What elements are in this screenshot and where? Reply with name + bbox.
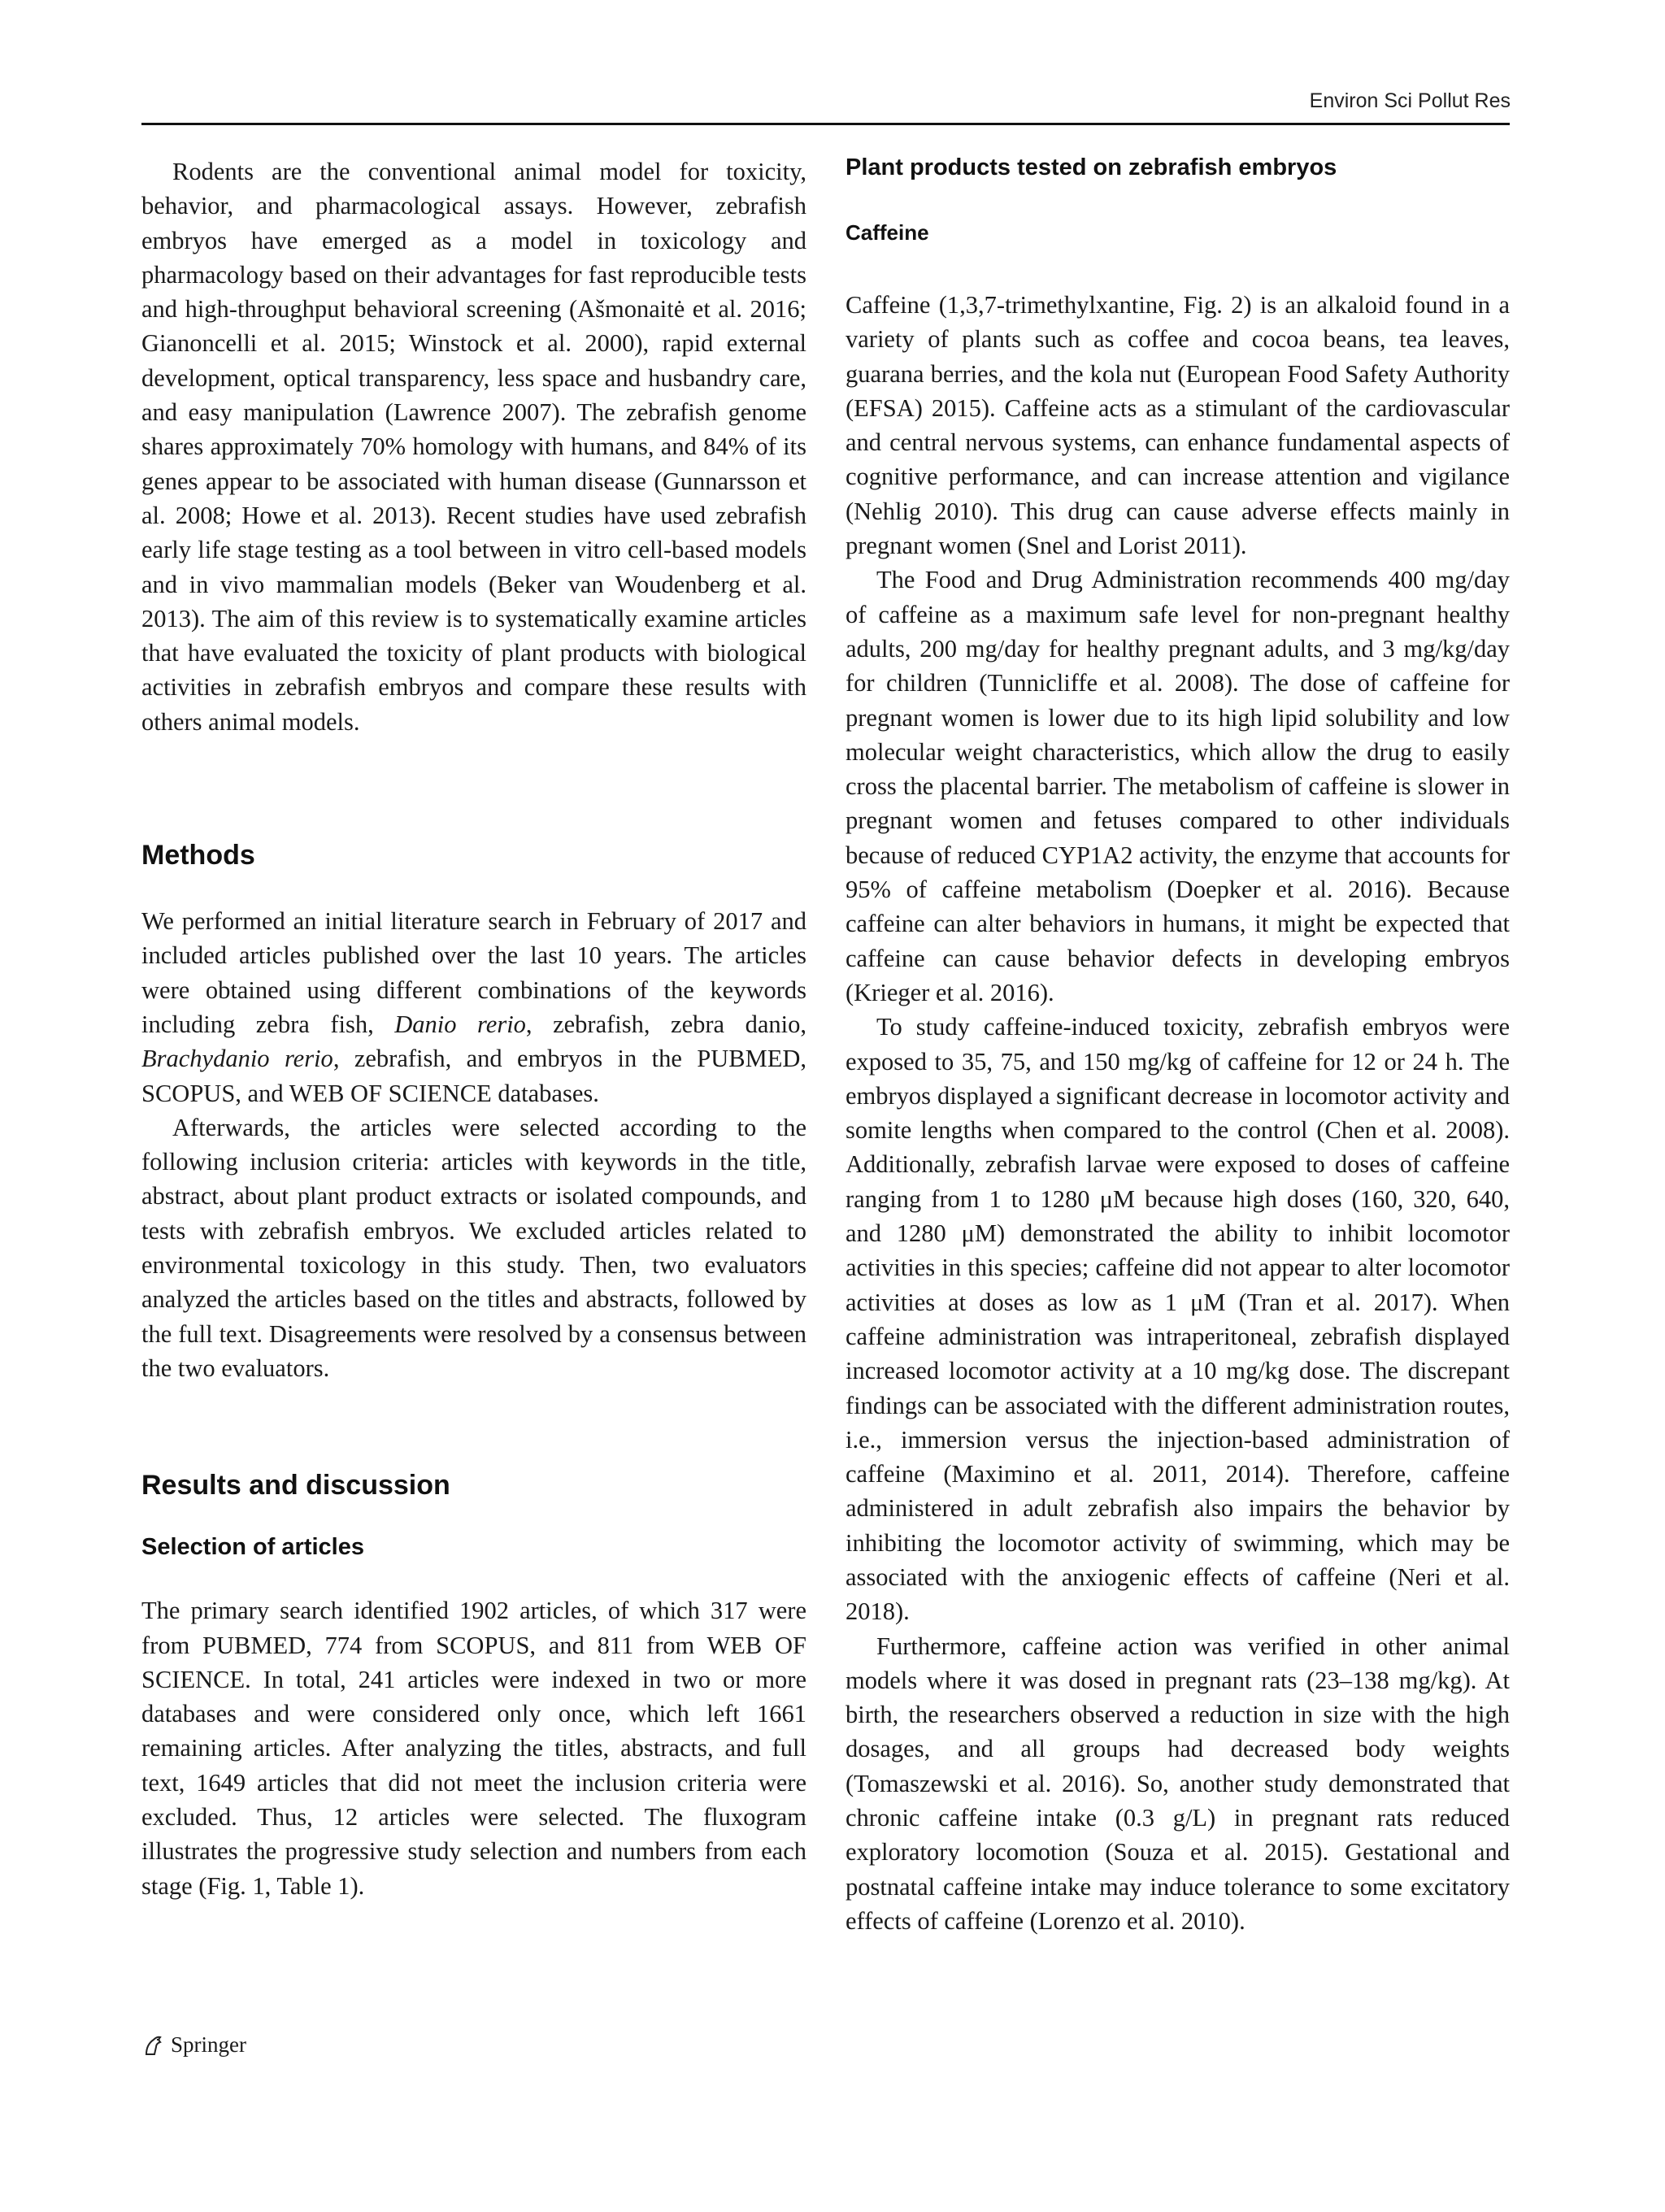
publisher-name: Springer xyxy=(171,2032,246,2057)
left-column xyxy=(141,154,806,1903)
methods-paragraph-2: Afterwards, the articles were selected according to the following inclusion criteria: articles with keywords in the title, abstract, about plant product extracts or isolated compounds, and tests with zebrafish embryos. We excluded articles related to environmental toxicology in this study. Then, two evaluators analyzed the articles based on the titles and abstracts, followed by the full text. Disagreements were resolved by a consensus between the two evaluators. xyxy=(141,1113,806,1382)
header-rule xyxy=(141,123,1510,125)
right-column xyxy=(846,154,1510,1938)
caffeine-paragraph-2: The Food and Drug Administration recommends 400 mg/day of caffeine as a maximum safe level for non-pregnant healthy adults, 200 mg/day for healthy pregnant adults, and 3 mg/kg/day for children (Tunnicliffe et al. 2008). The dose of caffeine for pregnant women is lower due to its high lipid solubility and low molecular weight characteristics, which allow the drug to easily cross the placental barrier. The metabolism of caffeine is slower in pregnant women and fetuses compared to other individuals because of reduced CYP1A2 activity, the enzyme that accounts for 95% of caffeine metabolism (Doepker et al. 2016). Because caffeine can alter behaviors in humans, it might be expected that caffeine can cause behavior defects in developing embryos (Krieger et al. 2016). xyxy=(846,566,1510,1006)
running-head: Environ Sci Pollut Res xyxy=(1309,89,1511,112)
caffeine-paragraph-4: Furthermore, caffeine action was verified in other animal models where it was dosed in pregnant rats (23–138 mg/kg). At birth, the researchers observed a reduction in size with the high dosages, and all groups had decreased body weights (Tomaszewski et al. 2016). So, another study demonstrated that chronic caffeine intake (0.3 g/L) in pregnant rats reduced exploratory locomotion (Souza et al. 2015). Gestational and postnatal caffeine intake may induce tolerance to some excitatory effects of caffeine (Lorenzo et al. 2010). xyxy=(846,1632,1510,1935)
plant-products-heading: Plant products tested on zebrafish embryos xyxy=(846,154,1337,180)
intro-paragraph: Rodents are the conventional animal model for toxicity, behavior, and pharmacological assays. However, zebrafish embryos have emerged as a model in toxicology and pharmacology based on their advantages for fast reproducible tests and high-throughput behavioral screening (Ašmonaitė et al. 2016; Gianoncelli et al. 2015; Winstock et al. 2000), rapid external development, optical transparency, less space and husbandry care, and easy manipulation (Lawrence 2007). The zebrafish genome shares approximately 70% homology with humans, and 84% of its genes appear to be associated with human disease (Gunnarsson et al. 2008; Howe et al. 2013). Recent studies have used zebrafish early life stage testing as a tool between in vitro cell-based models and in vivo mammalian models (Beker van Woudenberg et al. 2013). The aim of this review is to systematically examine articles that have evaluated the toxicity of plant products with biological activities in zebrafish embryos and compare these results with others animal models. xyxy=(141,158,806,736)
footer xyxy=(141,2032,246,2058)
selection-heading: Selection of articles xyxy=(141,1534,364,1561)
selection-paragraph: The primary search identified 1902 articles, of which 317 were from PUBMED, 774 from SCOPUS, and 811 from WEB OF SCIENCE. In total, 241 articles were indexed in two or more databases and were considered only once, which left 1661 remaining articles. After analyzing the titles, abstracts, and full text, 1649 articles that did not meet the inclusion criteria were excluded. Thus, 12 articles were selected. The fluxogram illustrates the progressive study selection and numbers from each stage (Fig. 1, Table 1). xyxy=(141,1597,806,1900)
springer-horse-icon xyxy=(141,2033,166,2058)
results-heading: Results and discussion xyxy=(141,1470,450,1501)
methods-paragraph-1: We performed an initial literature search in February of 2017 and included articles published over the last 10 years. The articles were obtained using different combinations of the keywords including zebra fish, Danio rerio, zebrafish, zebra danio, Brachydanio rerio, zebrafish, and embryos in the PUBMED, SCOPUS, and WEB OF SCIENCE databases. xyxy=(141,907,806,1107)
caffeine-paragraph-1: Caffeine (1,3,7-trimethylxantine, Fig. 2) is an alkaloid found in a variety of plants such as coffee and cocoa beans, tea leaves, guarana berries, and the kola nut (European Food Safety Authority (EFSA) 2015). Caffeine acts as a stimulant of the cardiovascular and central nervous systems, can enhance fundamental aspects of cognitive performance, and can increase attention and vigilance (Nehlig 2010). This drug can cause adverse effects mainly in pregnant women (Snel and Lorist 2011). xyxy=(846,291,1510,560)
caffeine-paragraph-3: To study caffeine-induced toxicity, zebrafish embryos were exposed to 35, 75, and 150 mg/kg of caffeine for 12 or 24 h. The embryos displayed a significant decrease in locomotor activity and somite lengths when compared to the control (Chen et al. 2008). Additionally, zebrafish larvae were exposed to doses of caffeine ranging from 1 to 1280 μM because high doses (160, 320, 640, and 1280 μM) demonstrated the ability to inhibit locomotor activities in this species; caffeine did not appear to alter locomotor activities at doses as low as 1 μM (Tran et al. 2017). When caffeine administration was intraperitoneal, zebrafish displayed increased locomotor activity at a 10 mg/kg dose. The discrepant findings can be associated with the different administration routes, i.e., immersion versus the injection-based administration of caffeine (Maximino et al. 2011, 2014). Therefore, caffeine administered in adult zebrafish also impairs the behavior by inhibiting the locomotor activity of swimming, which may be associated with the anxiogenic effects of caffeine (Neri et al. 2018). xyxy=(846,1013,1510,1626)
methods-heading: Methods xyxy=(141,840,255,871)
caffeine-heading: Caffeine xyxy=(846,220,929,245)
